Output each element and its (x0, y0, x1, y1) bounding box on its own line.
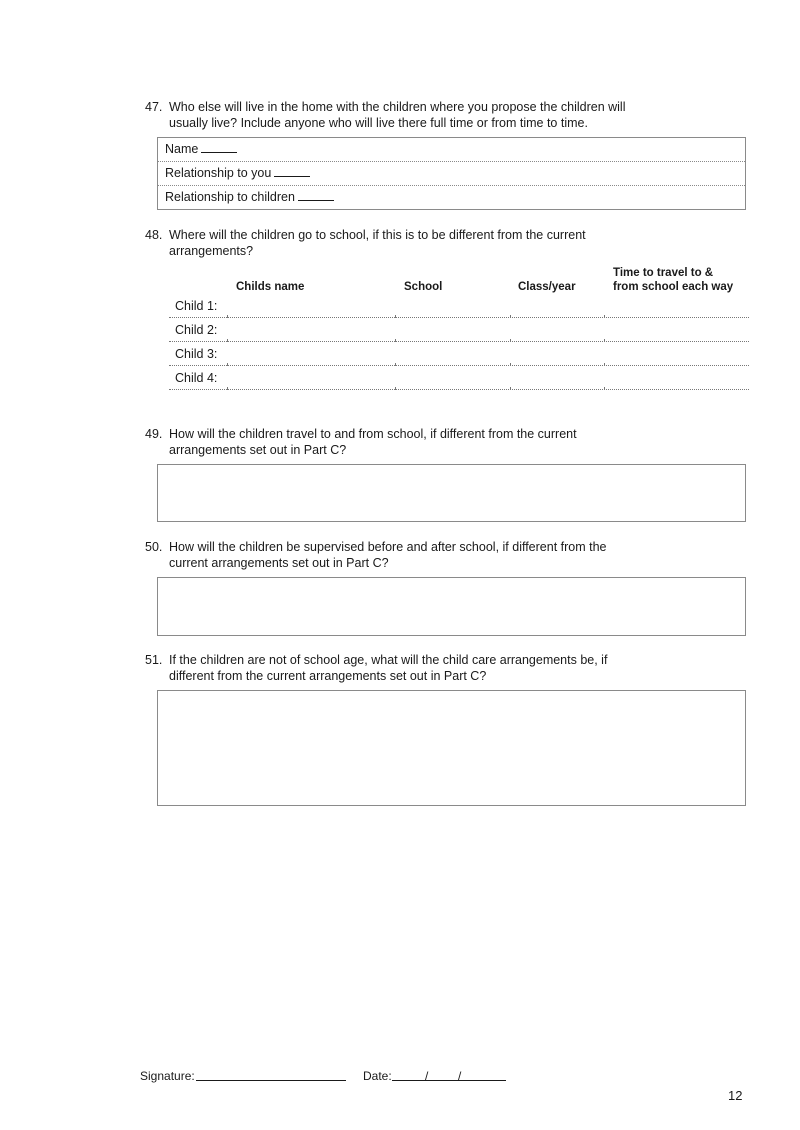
question-48-text: Where will the children go to school, if this is to be different from the current arrangements? (169, 228, 586, 258)
question-number: 47. (145, 100, 163, 114)
travel-time-header: Time to travel to & from school each way (613, 267, 734, 293)
school-travel-answer-box[interactable] (157, 464, 746, 522)
supervision-answer-box[interactable] (157, 577, 746, 636)
question-51-text: If the children are not of school age, what will the child care arrangements be, if different from the current arrangements set out in Part C? (169, 653, 608, 683)
question-number: 49. (145, 427, 163, 441)
household-members-table (157, 137, 746, 210)
child-care-answer-box[interactable] (157, 690, 746, 806)
question-50 (145, 539, 755, 571)
date-line[interactable] (392, 1080, 506, 1081)
school-header: School (404, 281, 443, 293)
child-label: Child 4: (175, 371, 218, 385)
child-row-2[interactable] (169, 318, 749, 342)
date-label: Date: (363, 1069, 392, 1083)
question-number: 48. (145, 228, 163, 242)
question-number: 51. (145, 653, 163, 667)
date-separator: / (458, 1069, 462, 1083)
relationship-to-children-field[interactable] (158, 186, 745, 210)
signature-label: Signature: (140, 1069, 195, 1083)
child-label: Child 1: (175, 299, 218, 313)
relationship-to-you-field[interactable] (158, 162, 745, 186)
question-number: 50. (145, 540, 163, 554)
question-47-text: Who else will live in the home with the children where you propose the children will usually live? Include anyone who will live there full time or from time to time. (169, 100, 626, 130)
name-label: Name (165, 142, 199, 156)
question-49-text: How will the children travel to and from school, if different from the current arrangements set out in Part C? (169, 427, 577, 457)
question-48 (145, 227, 755, 259)
child-label: Child 2: (175, 323, 218, 337)
child-row-4[interactable] (169, 366, 749, 390)
question-47 (145, 99, 755, 131)
question-51 (145, 652, 755, 684)
signature-line[interactable] (196, 1080, 346, 1081)
relationship-to-children-label: Relationship to children (165, 190, 295, 204)
child-row-3[interactable] (169, 342, 749, 366)
childs-name-header: Childs name (236, 281, 305, 293)
date-separator: / (425, 1069, 429, 1083)
question-49 (145, 426, 755, 458)
relationship-to-children-blank[interactable] (298, 189, 334, 201)
name-blank[interactable] (201, 141, 237, 153)
question-50-text: How will the children be supervised before and after school, if different from the current arrangements set out in Part C? (169, 540, 607, 570)
page-number: 12 (728, 1088, 743, 1103)
child-row-1[interactable] (169, 294, 749, 318)
relationship-to-you-label: Relationship to you (165, 166, 272, 180)
child-label: Child 3: (175, 347, 218, 361)
name-field[interactable] (158, 138, 745, 162)
class-year-header: Class/year (518, 281, 576, 293)
relationship-to-you-blank[interactable] (274, 165, 310, 177)
